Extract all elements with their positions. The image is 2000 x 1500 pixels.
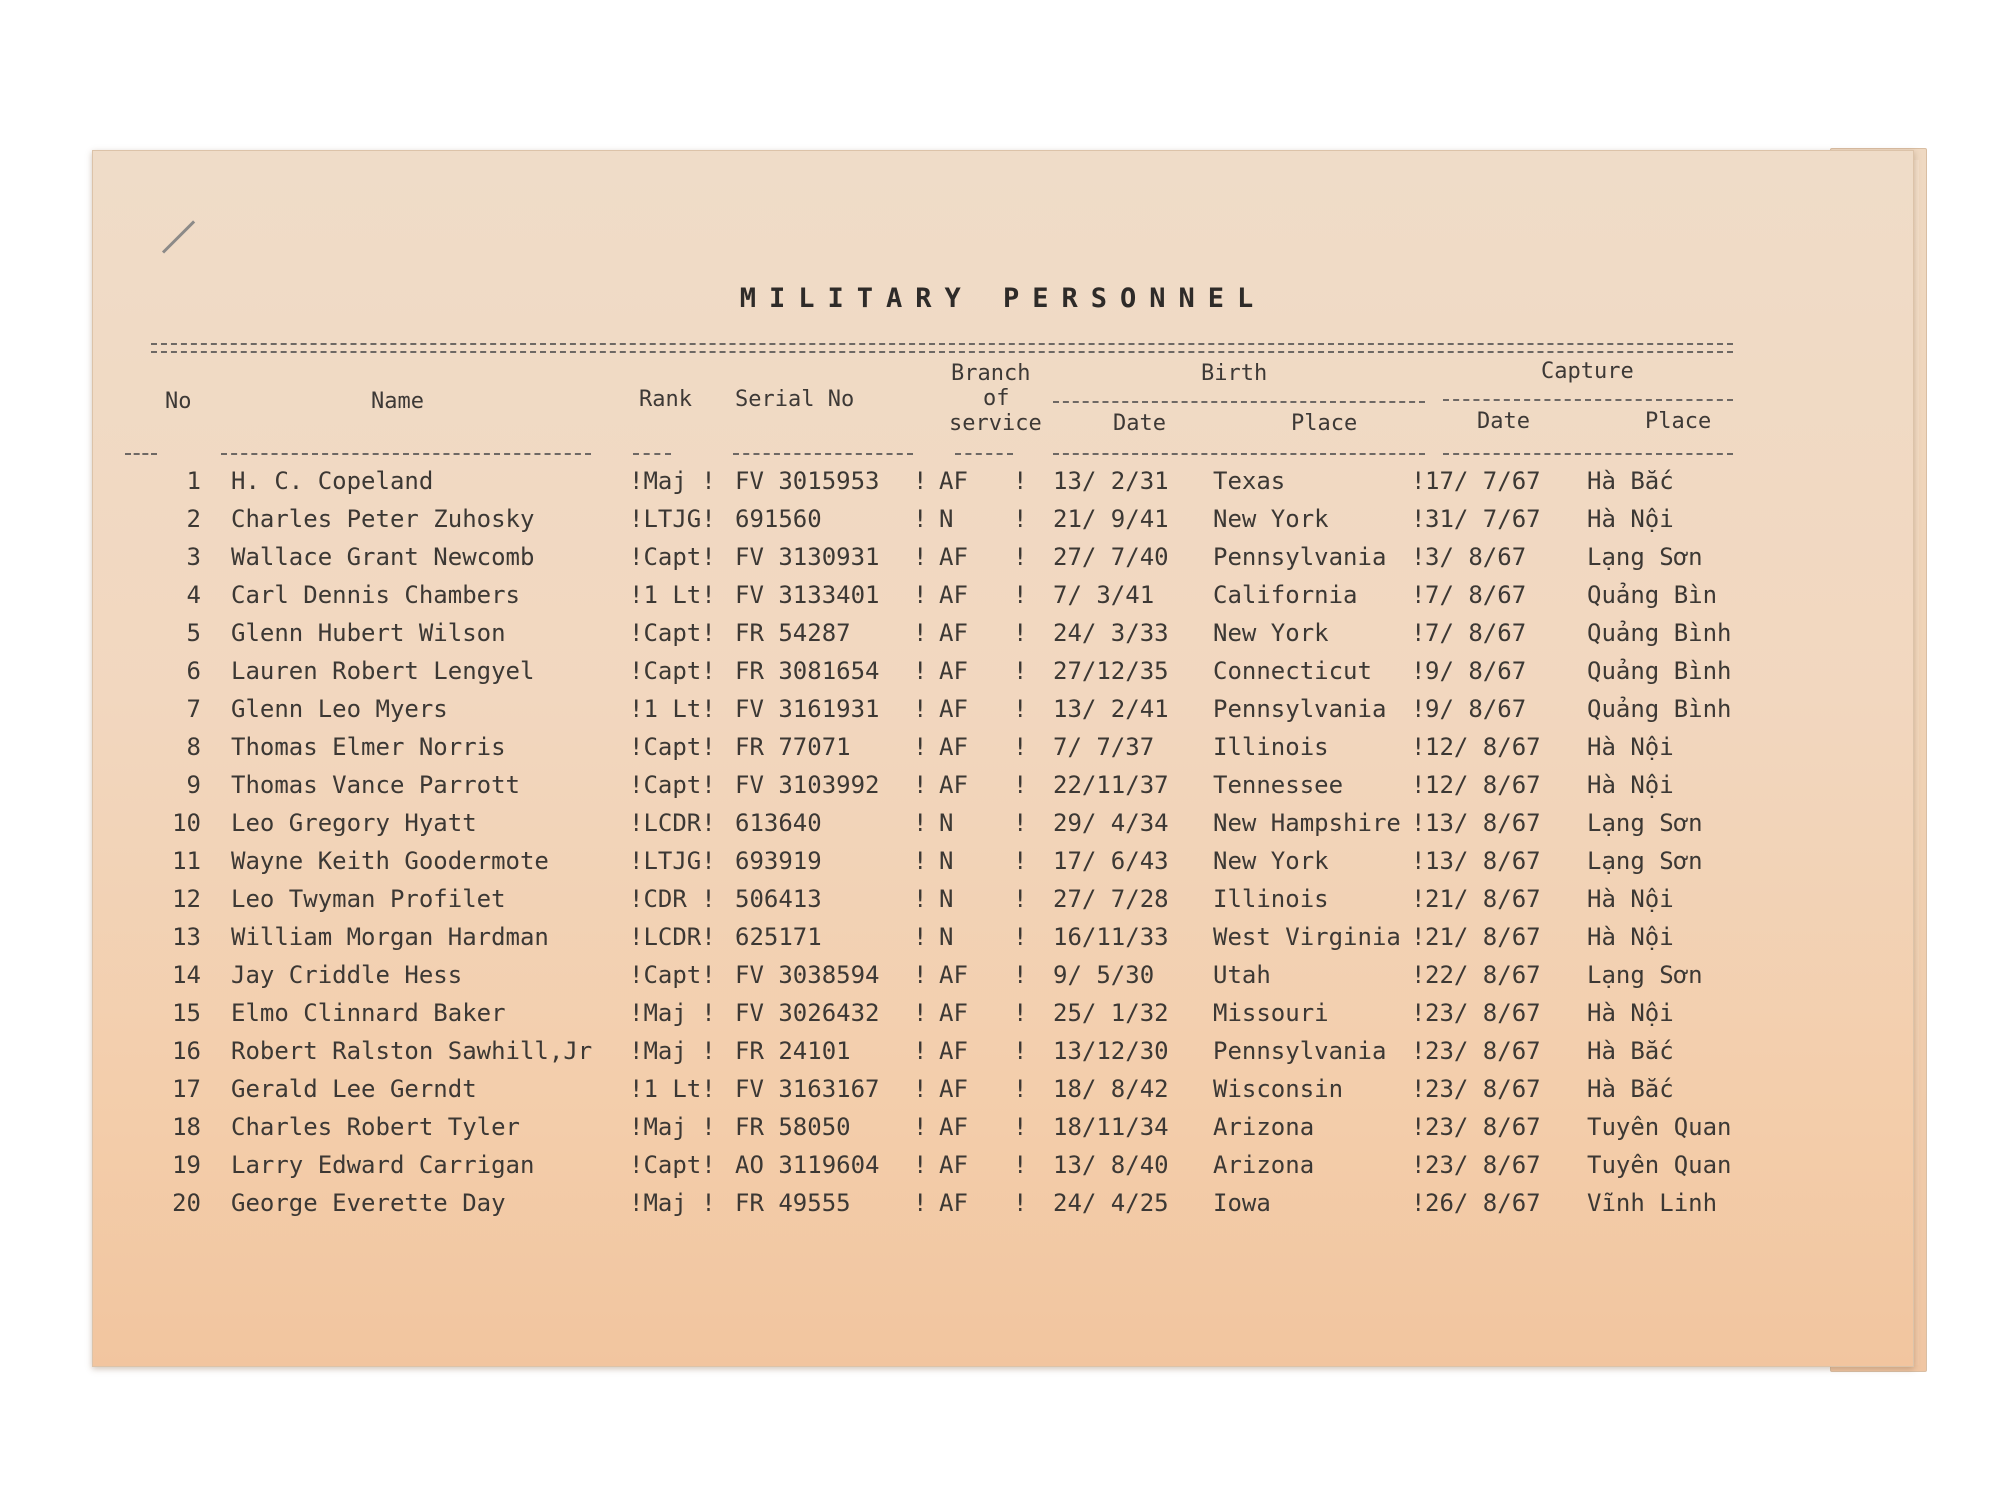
row-birth-place: Connecticut xyxy=(1213,657,1372,685)
row-name: Elmo Clinnard Baker xyxy=(231,999,506,1027)
row-number: 2 xyxy=(186,505,201,533)
header-underline-serial xyxy=(733,453,913,455)
row-serial: 625171 xyxy=(735,923,822,951)
row-birth-date: 27/ 7/28 xyxy=(1053,885,1169,913)
header-branch-line2: of xyxy=(983,386,1010,411)
sep-capture-left: ! xyxy=(1411,771,1426,799)
sep-capture-left: ! xyxy=(1411,619,1426,647)
sep-branch-left: ! xyxy=(913,885,928,913)
row-capture-place: Hà Nội xyxy=(1587,885,1674,913)
row-name: Thomas Vance Parrott xyxy=(231,771,520,799)
row-capture-date: 13/ 8/67 xyxy=(1425,809,1541,837)
row-capture-date: 9/ 8/67 xyxy=(1425,695,1527,723)
row-capture-date: 3/ 8/67 xyxy=(1425,543,1527,571)
row-birth-place: Pennsylvania xyxy=(1213,1037,1387,1065)
table-row xyxy=(93,619,1913,657)
sep-capture-left: ! xyxy=(1411,657,1426,685)
sep-capture-left: ! xyxy=(1411,581,1426,609)
row-serial: FR 49555 xyxy=(735,1189,851,1217)
sep-branch-right: ! xyxy=(1013,923,1028,951)
row-capture-date: 23/ 8/67 xyxy=(1425,1075,1541,1103)
table-row xyxy=(93,1075,1913,1113)
header-underline-name xyxy=(221,453,591,455)
sep-branch-right: ! xyxy=(1013,847,1028,875)
sep-branch-left: ! xyxy=(913,505,928,533)
row-number: 7 xyxy=(186,695,201,723)
row-name: Gerald Lee Gerndt xyxy=(231,1075,477,1103)
row-serial: 693919 xyxy=(735,847,822,875)
row-birth-place: Illinois xyxy=(1213,885,1329,913)
row-number: 12 xyxy=(172,885,201,913)
sep-branch-right: ! xyxy=(1013,467,1028,495)
row-birth-place: Pennsylvania xyxy=(1213,543,1387,571)
row-rank: !Maj ! xyxy=(629,1113,716,1141)
row-branch: N xyxy=(939,809,954,837)
row-serial: 506413 xyxy=(735,885,822,913)
sep-capture-left: ! xyxy=(1411,505,1426,533)
row-name: Wayne Keith Goodermote xyxy=(231,847,549,875)
row-capture-place: Hà Bắc xyxy=(1587,1037,1674,1065)
row-rank: !Maj ! xyxy=(629,1037,716,1065)
row-serial: 613640 xyxy=(735,809,822,837)
row-serial: AO 3119604 xyxy=(735,1151,880,1179)
row-capture-date: 9/ 8/67 xyxy=(1425,657,1527,685)
row-birth-place: Iowa xyxy=(1213,1189,1271,1217)
row-birth-date: 18/ 8/42 xyxy=(1053,1075,1169,1103)
row-name: Glenn Leo Myers xyxy=(231,695,448,723)
row-branch: AF xyxy=(939,1037,968,1065)
document-sheet xyxy=(92,150,1914,1367)
row-name: Jay Criddle Hess xyxy=(231,961,463,989)
sep-capture-left: ! xyxy=(1411,961,1426,989)
sep-capture-left: ! xyxy=(1411,847,1426,875)
row-serial: FV 3026432 xyxy=(735,999,880,1027)
table-row xyxy=(93,543,1913,581)
row-name: Charles Robert Tyler xyxy=(231,1113,520,1141)
row-rank: !1 Lt! xyxy=(629,1075,716,1103)
sep-capture-left: ! xyxy=(1411,1037,1426,1065)
row-birth-place: Illinois xyxy=(1213,733,1329,761)
sep-branch-left: ! xyxy=(913,695,928,723)
row-rank: !Maj ! xyxy=(629,1189,716,1217)
row-birth-place: New York xyxy=(1213,619,1329,647)
row-capture-date: 7/ 8/67 xyxy=(1425,581,1527,609)
row-number: 18 xyxy=(172,1113,201,1141)
row-rank: !Capt! xyxy=(629,771,716,799)
sep-branch-right: ! xyxy=(1013,1151,1028,1179)
row-birth-date: 16/11/33 xyxy=(1053,923,1169,951)
row-capture-date: 26/ 8/67 xyxy=(1425,1189,1541,1217)
sep-branch-left: ! xyxy=(913,1113,928,1141)
row-name: Charles Peter Zuhosky xyxy=(231,505,535,533)
row-birth-date: 18/11/34 xyxy=(1053,1113,1169,1141)
row-branch: AF xyxy=(939,1113,968,1141)
header-serial: Serial No xyxy=(735,387,855,412)
row-birth-place: Missouri xyxy=(1213,999,1329,1027)
document-title: MILITARY PERSONNEL xyxy=(739,283,1267,314)
sep-branch-left: ! xyxy=(913,619,928,647)
row-capture-place: Quảng Bình xyxy=(1587,619,1732,647)
row-number: 6 xyxy=(186,657,201,685)
row-name: Larry Edward Carrigan xyxy=(231,1151,535,1179)
sep-branch-right: ! xyxy=(1013,1075,1028,1103)
sep-branch-left: ! xyxy=(913,1075,928,1103)
row-capture-date: 7/ 8/67 xyxy=(1425,619,1527,647)
sep-capture-left: ! xyxy=(1411,999,1426,1027)
header-no: No xyxy=(165,389,192,414)
row-name: Leo Gregory Hyatt xyxy=(231,809,477,837)
header-capture-place: Place xyxy=(1645,409,1712,434)
row-birth-place: New York xyxy=(1213,505,1329,533)
sep-capture-left: ! xyxy=(1411,809,1426,837)
sep-branch-left: ! xyxy=(913,771,928,799)
row-number: 11 xyxy=(172,847,201,875)
row-number: 10 xyxy=(172,809,201,837)
row-birth-date: 29/ 4/34 xyxy=(1053,809,1169,837)
row-serial: FV 3038594 xyxy=(735,961,880,989)
row-name: Lauren Robert Lengyel xyxy=(231,657,535,685)
row-branch: AF xyxy=(939,657,968,685)
row-capture-place: Lạng Sơn xyxy=(1587,961,1703,989)
row-name: Thomas Elmer Norris xyxy=(231,733,506,761)
table-row xyxy=(93,847,1913,885)
row-capture-place: Hà Nội xyxy=(1587,923,1674,951)
row-capture-place: Quảng Bình xyxy=(1587,657,1732,685)
row-capture-place: Tuyên Quan xyxy=(1587,1151,1732,1179)
sep-branch-right: ! xyxy=(1013,1189,1028,1217)
row-branch: AF xyxy=(939,543,968,571)
sep-capture-left: ! xyxy=(1411,1075,1426,1103)
sep-branch-right: ! xyxy=(1013,581,1028,609)
header-underline-capture xyxy=(1443,453,1733,455)
row-capture-place: Hà Nội xyxy=(1587,733,1674,761)
row-name: Glenn Hubert Wilson xyxy=(231,619,506,647)
row-serial: FR 58050 xyxy=(735,1113,851,1141)
row-serial: FR 77071 xyxy=(735,733,851,761)
row-rank: !1 Lt! xyxy=(629,695,716,723)
sep-capture-left: ! xyxy=(1411,543,1426,571)
row-birth-date: 27/12/35 xyxy=(1053,657,1169,685)
sep-branch-left: ! xyxy=(913,581,928,609)
capture-subheader-rule xyxy=(1443,399,1733,401)
table-row xyxy=(93,467,1913,505)
row-birth-date: 13/ 2/31 xyxy=(1053,467,1169,495)
row-serial: FV 3161931 xyxy=(735,695,880,723)
table-row xyxy=(93,505,1913,543)
row-rank: !LCDR! xyxy=(629,923,716,951)
row-rank: !LTJG! xyxy=(629,505,716,533)
row-birth-place: Utah xyxy=(1213,961,1271,989)
row-capture-date: 21/ 8/67 xyxy=(1425,923,1541,951)
row-birth-place: Arizona xyxy=(1213,1113,1315,1141)
row-rank: !LTJG! xyxy=(629,847,716,875)
row-birth-date: 13/12/30 xyxy=(1053,1037,1169,1065)
sep-branch-left: ! xyxy=(913,467,928,495)
table-row xyxy=(93,961,1913,999)
row-rank: !Capt! xyxy=(629,961,716,989)
sep-branch-right: ! xyxy=(1013,1113,1028,1141)
row-capture-date: 13/ 8/67 xyxy=(1425,847,1541,875)
row-branch: AF xyxy=(939,961,968,989)
personnel-table xyxy=(93,467,1913,1227)
header-underline-no xyxy=(125,453,157,455)
sep-branch-left: ! xyxy=(913,923,928,951)
row-serial: 691560 xyxy=(735,505,822,533)
row-branch: AF xyxy=(939,1151,968,1179)
row-capture-place: Hà Nội xyxy=(1587,999,1674,1027)
sep-branch-left: ! xyxy=(913,809,928,837)
row-rank: !1 Lt! xyxy=(629,581,716,609)
table-row xyxy=(93,923,1913,961)
row-birth-place: West Virginia xyxy=(1213,923,1401,951)
sep-capture-left: ! xyxy=(1411,733,1426,761)
row-rank: !Capt! xyxy=(629,1151,716,1179)
row-birth-date: 13/ 2/41 xyxy=(1053,695,1169,723)
header-rank: Rank xyxy=(639,387,692,412)
row-serial: FR 24101 xyxy=(735,1037,851,1065)
table-row xyxy=(93,1189,1913,1227)
sep-branch-right: ! xyxy=(1013,695,1028,723)
row-birth-date: 24/ 4/25 xyxy=(1053,1189,1169,1217)
row-capture-date: 23/ 8/67 xyxy=(1425,999,1541,1027)
row-branch: N xyxy=(939,505,954,533)
table-row xyxy=(93,771,1913,809)
row-rank: !Capt! xyxy=(629,733,716,761)
row-rank: !Capt! xyxy=(629,657,716,685)
row-branch: N xyxy=(939,923,954,951)
row-name: Carl Dennis Chambers xyxy=(231,581,520,609)
table-row xyxy=(93,1151,1913,1189)
table-row xyxy=(93,1037,1913,1075)
row-rank: !Maj ! xyxy=(629,999,716,1027)
row-number: 16 xyxy=(172,1037,201,1065)
sep-branch-right: ! xyxy=(1013,619,1028,647)
header-birth: Birth xyxy=(1201,361,1268,386)
row-branch: AF xyxy=(939,467,968,495)
sep-capture-left: ! xyxy=(1411,1189,1426,1217)
sep-branch-left: ! xyxy=(913,1151,928,1179)
row-number: 14 xyxy=(172,961,201,989)
row-number: 13 xyxy=(172,923,201,951)
row-capture-date: 12/ 8/67 xyxy=(1425,771,1541,799)
pencil-mark xyxy=(162,220,195,253)
table-row xyxy=(93,733,1913,771)
sep-branch-left: ! xyxy=(913,543,928,571)
row-rank: !LCDR! xyxy=(629,809,716,837)
header-underline-branch xyxy=(955,453,1013,455)
row-capture-date: 23/ 8/67 xyxy=(1425,1037,1541,1065)
header-branch-line3: service xyxy=(949,411,1042,436)
row-number: 8 xyxy=(186,733,201,761)
sep-capture-left: ! xyxy=(1411,467,1426,495)
row-birth-date: 24/ 3/33 xyxy=(1053,619,1169,647)
row-number: 1 xyxy=(186,467,201,495)
row-serial: FV 3133401 xyxy=(735,581,880,609)
sep-branch-left: ! xyxy=(913,847,928,875)
sep-branch-right: ! xyxy=(1013,771,1028,799)
sep-branch-right: ! xyxy=(1013,543,1028,571)
row-birth-place: New Hampshire xyxy=(1213,809,1401,837)
row-number: 20 xyxy=(172,1189,201,1217)
row-capture-place: Hà Nội xyxy=(1587,771,1674,799)
row-serial: FV 3103992 xyxy=(735,771,880,799)
table-row xyxy=(93,1113,1913,1151)
row-name: William Morgan Hardman xyxy=(231,923,549,951)
sep-capture-left: ! xyxy=(1411,1113,1426,1141)
sep-branch-right: ! xyxy=(1013,1037,1028,1065)
header-capture-date: Date xyxy=(1477,409,1530,434)
row-capture-date: 23/ 8/67 xyxy=(1425,1113,1541,1141)
row-birth-place: Pennsylvania xyxy=(1213,695,1387,723)
sep-capture-left: ! xyxy=(1411,885,1426,913)
row-capture-place: Quảng Bìn xyxy=(1587,581,1718,609)
row-birth-date: 27/ 7/40 xyxy=(1053,543,1169,571)
row-rank: !Capt! xyxy=(629,543,716,571)
sep-branch-left: ! xyxy=(913,961,928,989)
sep-branch-right: ! xyxy=(1013,733,1028,761)
row-capture-date: 12/ 8/67 xyxy=(1425,733,1541,761)
row-capture-place: Lạng Sơn xyxy=(1587,543,1703,571)
row-capture-date: 22/ 8/67 xyxy=(1425,961,1541,989)
table-row xyxy=(93,809,1913,847)
row-birth-place: California xyxy=(1213,581,1358,609)
row-number: 3 xyxy=(186,543,201,571)
row-birth-place: Wisconsin xyxy=(1213,1075,1344,1103)
row-capture-date: 17/ 7/67 xyxy=(1425,467,1541,495)
row-serial: FR 54287 xyxy=(735,619,851,647)
row-birth-place: New York xyxy=(1213,847,1329,875)
row-capture-date: 21/ 8/67 xyxy=(1425,885,1541,913)
sep-branch-right: ! xyxy=(1013,505,1028,533)
row-name: George Everette Day xyxy=(231,1189,506,1217)
sep-branch-left: ! xyxy=(913,657,928,685)
row-rank: !CDR ! xyxy=(629,885,716,913)
sep-capture-left: ! xyxy=(1411,923,1426,951)
row-number: 17 xyxy=(172,1075,201,1103)
row-capture-place: Quảng Bình xyxy=(1587,695,1732,723)
sep-capture-left: ! xyxy=(1411,1151,1426,1179)
header-birth-date: Date xyxy=(1113,411,1166,436)
row-capture-date: 31/ 7/67 xyxy=(1425,505,1541,533)
row-branch: AF xyxy=(939,1075,968,1103)
table-row xyxy=(93,581,1913,619)
row-capture-place: Hà Bắc xyxy=(1587,467,1674,495)
row-name: H. C. Copeland xyxy=(231,467,434,495)
row-branch: AF xyxy=(939,771,968,799)
row-name: Leo Twyman Profilet xyxy=(231,885,506,913)
sep-branch-right: ! xyxy=(1013,999,1028,1027)
sep-capture-left: ! xyxy=(1411,695,1426,723)
row-rank: !Maj ! xyxy=(629,467,716,495)
row-capture-place: Vĩnh Linh xyxy=(1587,1189,1718,1217)
row-birth-date: 25/ 1/32 xyxy=(1053,999,1169,1027)
sep-branch-left: ! xyxy=(913,999,928,1027)
row-branch: N xyxy=(939,847,954,875)
birth-subheader-rule xyxy=(1053,401,1425,403)
header-underline-birth xyxy=(1053,453,1425,455)
header-birth-place: Place xyxy=(1291,411,1358,436)
table-row xyxy=(93,657,1913,695)
row-capture-place: Tuyên Quan xyxy=(1587,1113,1732,1141)
table-row xyxy=(93,695,1913,733)
row-branch: AF xyxy=(939,695,968,723)
header-underline-rank xyxy=(633,453,671,455)
header-branch-line1: Branch xyxy=(951,361,1031,386)
row-birth-place: Tennessee xyxy=(1213,771,1344,799)
row-birth-date: 7/ 3/41 xyxy=(1053,581,1155,609)
row-birth-date: 13/ 8/40 xyxy=(1053,1151,1169,1179)
row-branch: AF xyxy=(939,999,968,1027)
sep-branch-left: ! xyxy=(913,733,928,761)
row-birth-place: Arizona xyxy=(1213,1151,1315,1179)
table-row xyxy=(93,885,1913,923)
row-number: 5 xyxy=(186,619,201,647)
row-birth-date: 9/ 5/30 xyxy=(1053,961,1155,989)
row-serial: FV 3163167 xyxy=(735,1075,880,1103)
header-double-rule xyxy=(151,343,1733,353)
table-row xyxy=(93,999,1913,1037)
row-capture-date: 23/ 8/67 xyxy=(1425,1151,1541,1179)
row-name: Wallace Grant Newcomb xyxy=(231,543,535,571)
row-serial: FR 3081654 xyxy=(735,657,880,685)
row-branch: N xyxy=(939,885,954,913)
row-branch: AF xyxy=(939,619,968,647)
row-capture-place: Lạng Sơn xyxy=(1587,809,1703,837)
header-name: Name xyxy=(371,389,424,414)
row-capture-place: Hà Bắc xyxy=(1587,1075,1674,1103)
row-branch: AF xyxy=(939,581,968,609)
row-number: 9 xyxy=(186,771,201,799)
row-capture-place: Lạng Sơn xyxy=(1587,847,1703,875)
row-number: 15 xyxy=(172,999,201,1027)
sep-branch-left: ! xyxy=(913,1037,928,1065)
row-number: 19 xyxy=(172,1151,201,1179)
sep-branch-left: ! xyxy=(913,1189,928,1217)
row-branch: AF xyxy=(939,1189,968,1217)
row-birth-date: 17/ 6/43 xyxy=(1053,847,1169,875)
row-serial: FV 3015953 xyxy=(735,467,880,495)
row-birth-place: Texas xyxy=(1213,467,1286,495)
row-rank: !Capt! xyxy=(629,619,716,647)
row-capture-place: Hà Nội xyxy=(1587,505,1674,533)
header-capture: Capture xyxy=(1541,359,1634,384)
sep-branch-right: ! xyxy=(1013,961,1028,989)
row-birth-date: 21/ 9/41 xyxy=(1053,505,1169,533)
row-branch: AF xyxy=(939,733,968,761)
row-serial: FV 3130931 xyxy=(735,543,880,571)
sep-branch-right: ! xyxy=(1013,885,1028,913)
row-number: 4 xyxy=(186,581,201,609)
row-name: Robert Ralston Sawhill,Jr xyxy=(231,1037,593,1065)
sep-branch-right: ! xyxy=(1013,809,1028,837)
row-birth-date: 22/11/37 xyxy=(1053,771,1169,799)
row-birth-date: 7/ 7/37 xyxy=(1053,733,1155,761)
sep-branch-right: ! xyxy=(1013,657,1028,685)
